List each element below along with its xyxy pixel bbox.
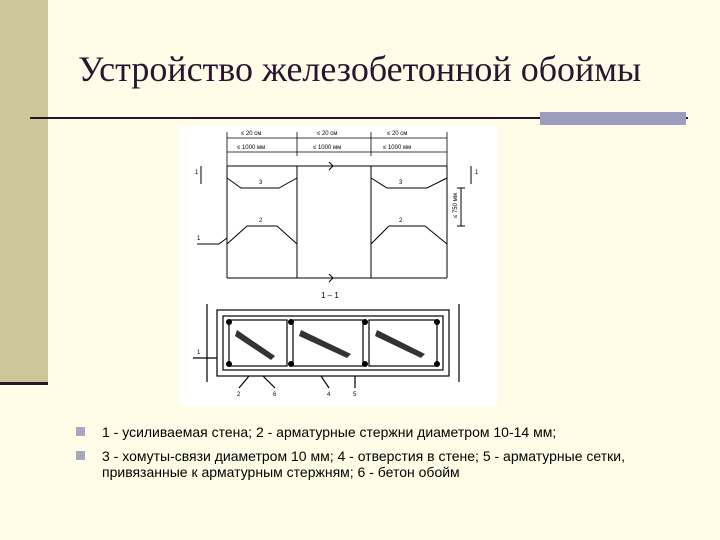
dim-top-3: ≤ 20 см [387,131,408,137]
legend-text: 1 - усиливаемая стена; 2 - арматурные стержни диаметром 10-14 мм; [102,424,557,440]
elevation-view [197,162,471,282]
dim-top-2: ≤ 20 см [317,131,338,137]
elev-label-3b: 3 [399,180,403,186]
dim-second-2: ≤ 1000 мм [313,145,342,151]
dim-top-1: ≤ 20 см [241,131,262,137]
elev-label-1c: 1 [197,236,201,242]
legend-list [74,424,694,488]
section-label-5: 5 [353,392,357,398]
elev-label-1a: 1 [195,170,199,176]
section-label-1: 1 [197,350,201,356]
dim-second-3: ≤ 1000 мм [383,145,412,151]
dim-second-1: ≤ 1000 мм [237,145,266,151]
dimension-lines [227,132,447,178]
elev-label-1b: 1 [475,170,479,176]
bullet-square-icon [76,427,85,436]
slide-title: Устройство железобетонной обоймы [78,49,642,89]
section-label-2: 2 [237,392,241,398]
elev-label-3a: 3 [259,180,263,186]
section-bars [226,319,440,367]
section-hatching [235,330,425,360]
elev-label-2b: 2 [399,218,403,224]
left-decorative-band [0,0,48,384]
section-label-6: 6 [273,392,277,398]
title-accent-bar [540,112,686,125]
elev-label-2a: 2 [259,218,263,224]
legend-item [74,448,694,480]
section-title: 1 – 1 [321,291,339,300]
legend-item [74,424,694,440]
bullet-square-icon [76,451,85,460]
reinforcement-drawing [179,126,497,406]
legend-text: 3 - хомуты-связи диаметром 10 мм; 4 - отверстия в стене; 5 - арматурные сетки, привязанные к арматурным стержням; 6 - бетон обойм [102,448,625,480]
vertical-dimension: ≤ 750 мм [453,193,459,218]
left-band-underline [0,382,48,385]
section-label-4: 4 [327,392,331,398]
